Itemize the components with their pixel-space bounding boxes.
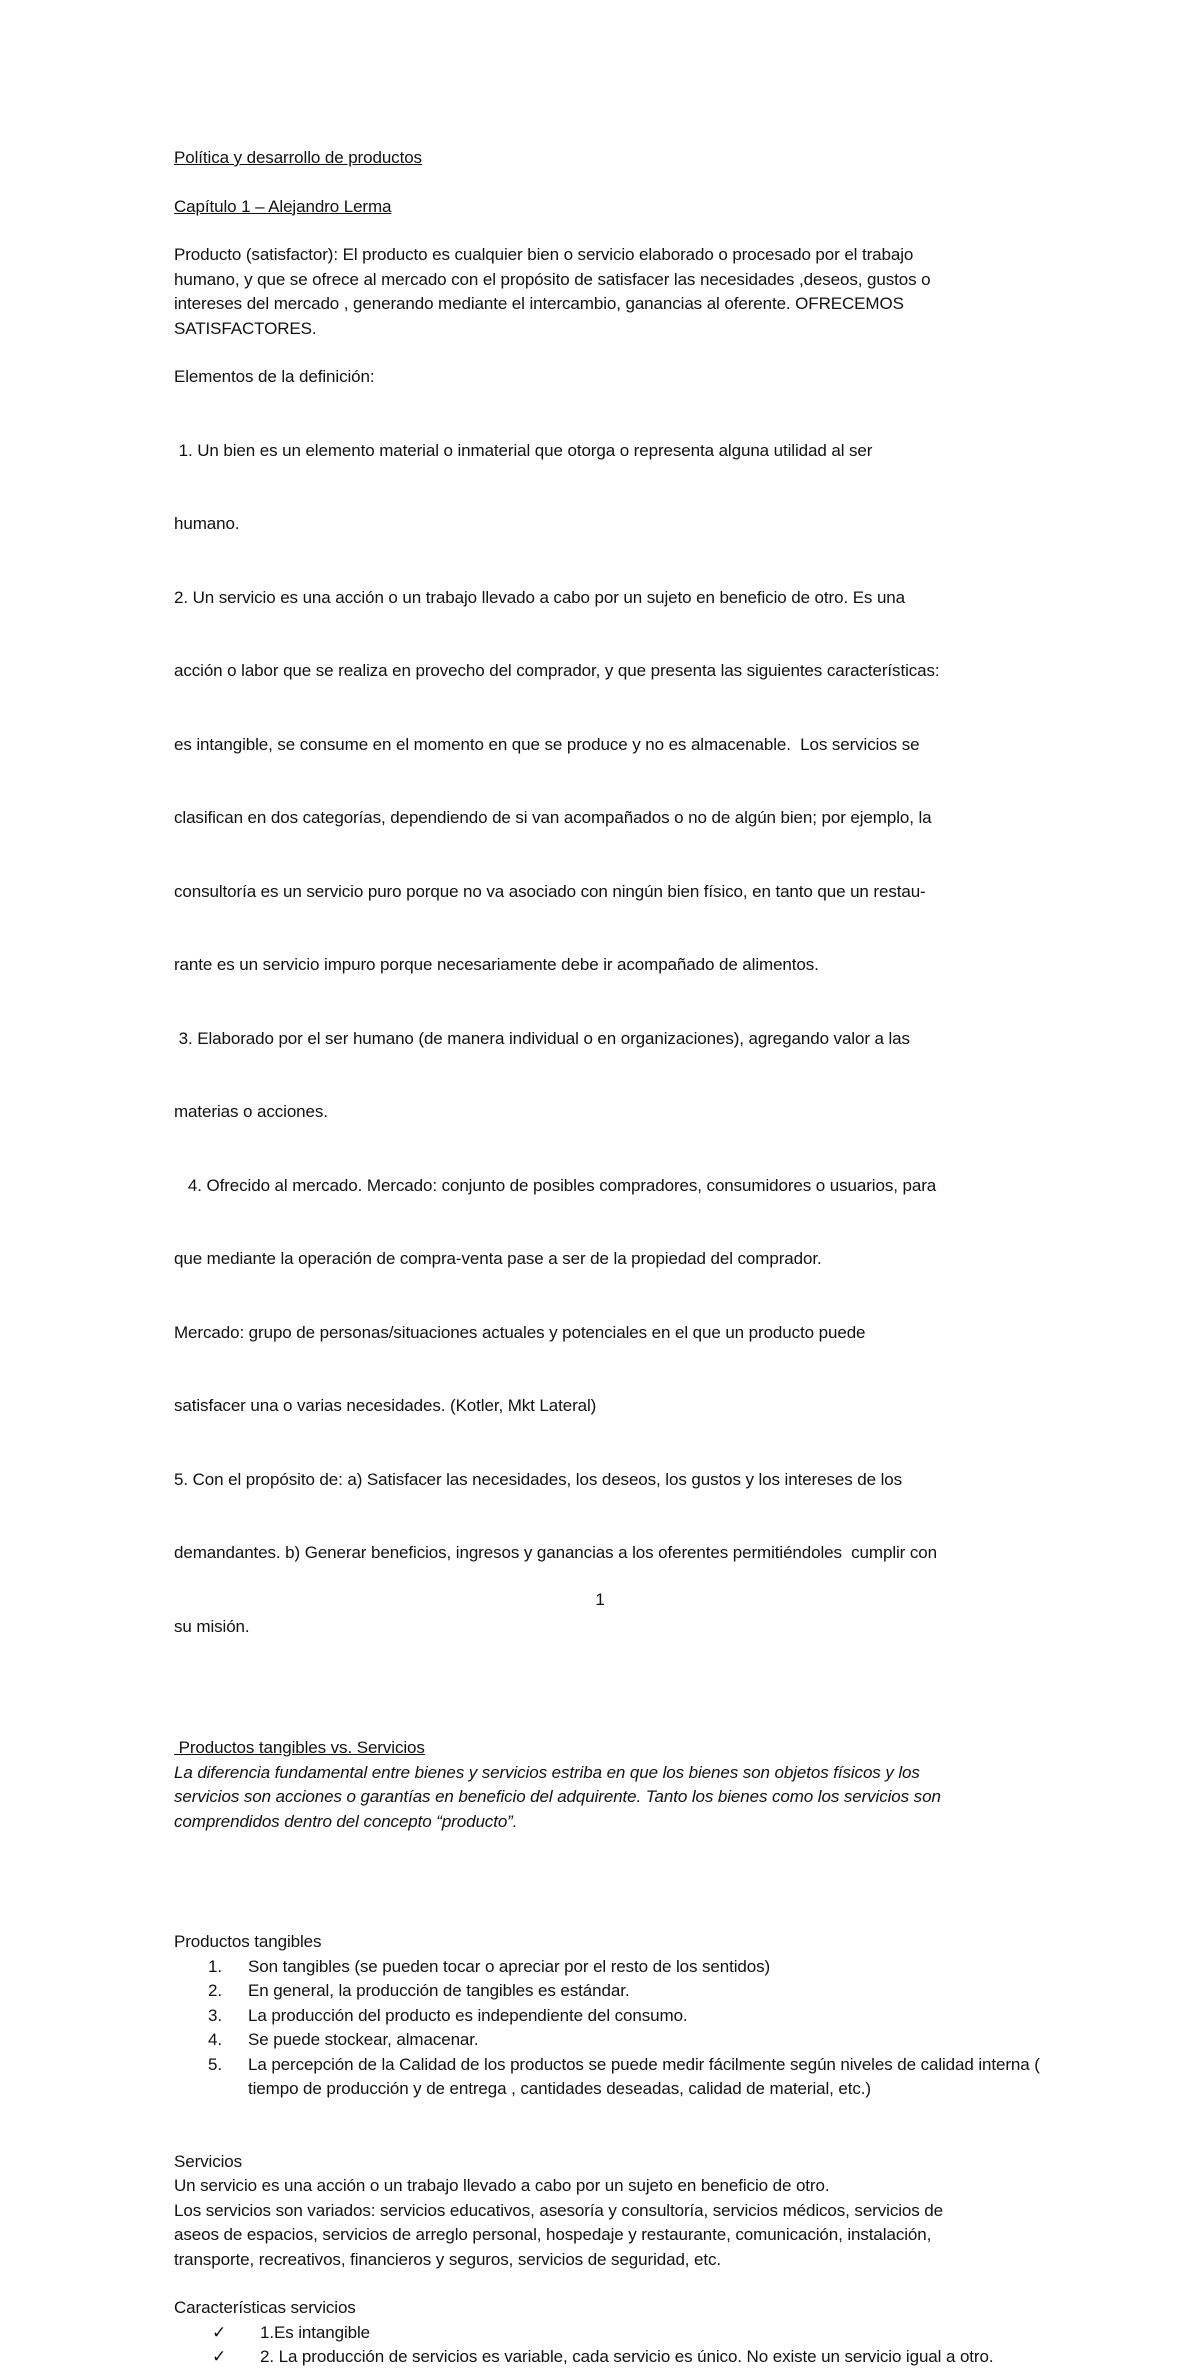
elements-line: satisfacer una o varias necesidades. (Kotler, Mkt Lateral): [174, 1396, 597, 1415]
tangibles-vs-line: comprendidos dentro del concepto “producto”.: [174, 1811, 518, 1831]
tangibles-vs-heading: Productos tangibles vs. Servicios: [174, 1738, 425, 1757]
tangibles-vs-line: servicios son acciones o garantías en beneficio del adquirente. Tanto los bienes como los servicios son: [174, 1787, 941, 1806]
checkmark-icon: ✓: [212, 2322, 227, 2342]
elements-line: 1. Un bien es un elemento material o inmaterial que otorga o representa alguna utilidad al ser: [174, 440, 873, 460]
definition-line: intereses del mercado , generando mediante el intercambio, ganancias al oferente. OFRECEMOS: [174, 294, 904, 313]
elements-line: 3. Elaborado por el ser humano (de manera individual o en organizaciones), agregando valor a las: [174, 1028, 910, 1048]
list-item: [174, 2321, 1064, 2346]
list-number: 4.: [208, 2030, 222, 2049]
list-item: [174, 1979, 1064, 2004]
checkmark-icon: ✓: [212, 2347, 227, 2366]
tangibles-vs-line: La diferencia fundamental entre bienes y servicios estriba en que los bienes son objetos físicos y los: [174, 1762, 920, 1782]
elements-line: es intangible, se consume en el momento en que se produce y no es almacenable. Los servicios se: [174, 734, 920, 754]
definition-line: Producto (satisfactor): El producto es cualquier bien o servicio elaborado o procesado por el trabajo: [174, 245, 914, 264]
list-text: 2. La producción de servicios es variable, cada servicio es único. No existe un servicio igual a otro.: [260, 2347, 994, 2366]
tangibles-list: [174, 1955, 1064, 2102]
document-title: Política y desarrollo de productos: [174, 148, 422, 167]
list-item: [174, 2053, 1064, 2102]
list-text: Son tangibles (se pueden tocar o apreciar por el resto de los sentidos): [248, 1956, 771, 1976]
caracteristicas-heading: Características servicios: [174, 2298, 356, 2317]
tangibles-vs-body: [174, 1761, 1064, 1835]
tangibles-heading: Productos tangibles: [174, 1932, 322, 1951]
list-text: La producción del producto es independiente del consumo.: [248, 2005, 688, 2025]
definition-line: SATISFACTORES.: [174, 318, 317, 338]
elements-line: su misión.: [174, 1616, 250, 1636]
list-item: [174, 2028, 1064, 2053]
list-text: En general, la producción de tangibles es estándar.: [248, 1981, 630, 2000]
elements-line: rante es un servicio impuro porque necesariamente debe ir acompañado de alimentos.: [174, 955, 819, 974]
elements-line: Mercado: grupo de personas/situaciones actuales y potenciales en el que un producto puede: [174, 1322, 866, 1342]
elements-line: humano.: [174, 514, 240, 533]
elements-line: que mediante la operación de compra-venta pase a ser de la propiedad del comprador.: [174, 1249, 822, 1268]
definition-line: humano, y que se ofrece al mercado con el propósito de satisfacer las necesidades ,deseos, gustos o: [174, 269, 931, 289]
servicios-line: Los servicios son variados: servicios educativos, asesoría y consultoría, servicios médicos, servicios de: [174, 2200, 943, 2220]
product-definition: [174, 243, 1064, 341]
servicios-line: Un servicio es una acción o un trabajo llevado a cabo por un sujeto en beneficio de otro.: [174, 2176, 830, 2195]
list-number: 5.: [208, 2054, 222, 2074]
list-text: 1.Es intangible: [260, 2322, 371, 2342]
elements-heading: Elementos de la definición:: [174, 367, 375, 386]
servicios-line: transporte, recreativos, financieros y seguros, servicios de seguridad, etc.: [174, 2249, 722, 2269]
list-item: [174, 1955, 1064, 1980]
elements-line: 4. Ofrecido al mercado. Mercado: conjunto de posibles compradores, consumidores o usuarios, para: [174, 1175, 937, 1195]
chapter-heading: Capítulo 1 – Alejandro Lerma: [174, 196, 392, 216]
servicios-heading: Servicios: [174, 2151, 243, 2171]
elements-line: clasifican en dos categorías, dependiendo de si van acompañados o no de algún bien; por ejemplo, la: [174, 808, 932, 827]
elements-line: demandantes. b) Generar beneficios, ingresos y ganancias a los oferentes permitiéndoles cumplir con: [174, 1543, 937, 1562]
servicios-line: aseos de espacios, servicios de arreglo personal, hospedaje y restaurante, comunicación, instalación,: [174, 2225, 932, 2244]
elements-line: acción o labor que se realiza en provecho del comprador, y que presenta las siguientes características:: [174, 661, 940, 680]
list-number: 3.: [208, 2005, 222, 2025]
elements-line: materias o acciones.: [174, 1102, 328, 1121]
elements-body: [174, 390, 1064, 1689]
elements-line: 5. Con el propósito de: a) Satisfacer las necesidades, los deseos, los gustos y los intereses de los: [174, 1469, 903, 1489]
elements-line: consultoría es un servicio puro porque no va asociado con ningún bien físico, en tanto que un restau-: [174, 881, 926, 901]
list-item: [174, 2004, 1064, 2029]
page-content: [174, 146, 1064, 2370]
list-number: 1.: [208, 1956, 222, 1976]
page-number: 1: [595, 1590, 605, 1609]
list-number: 2.: [208, 1981, 222, 2000]
servicios-body: [174, 2174, 1064, 2272]
list-text: La percepción de la Calidad de los productos se puede medir fácilmente según niveles de calidad interna ( tiempo de producción y de entrega , cantidades deseadas, calidad de material, etc.): [248, 2054, 1040, 2098]
list-item: [174, 2345, 1064, 2370]
caracteristicas-list: [174, 2321, 1064, 2370]
elements-line: 2. Un servicio es una acción o un trabajo llevado a cabo por un sujeto en beneficio de otro. Es una: [174, 587, 906, 607]
list-text: Se puede stockear, almacenar.: [248, 2030, 479, 2049]
